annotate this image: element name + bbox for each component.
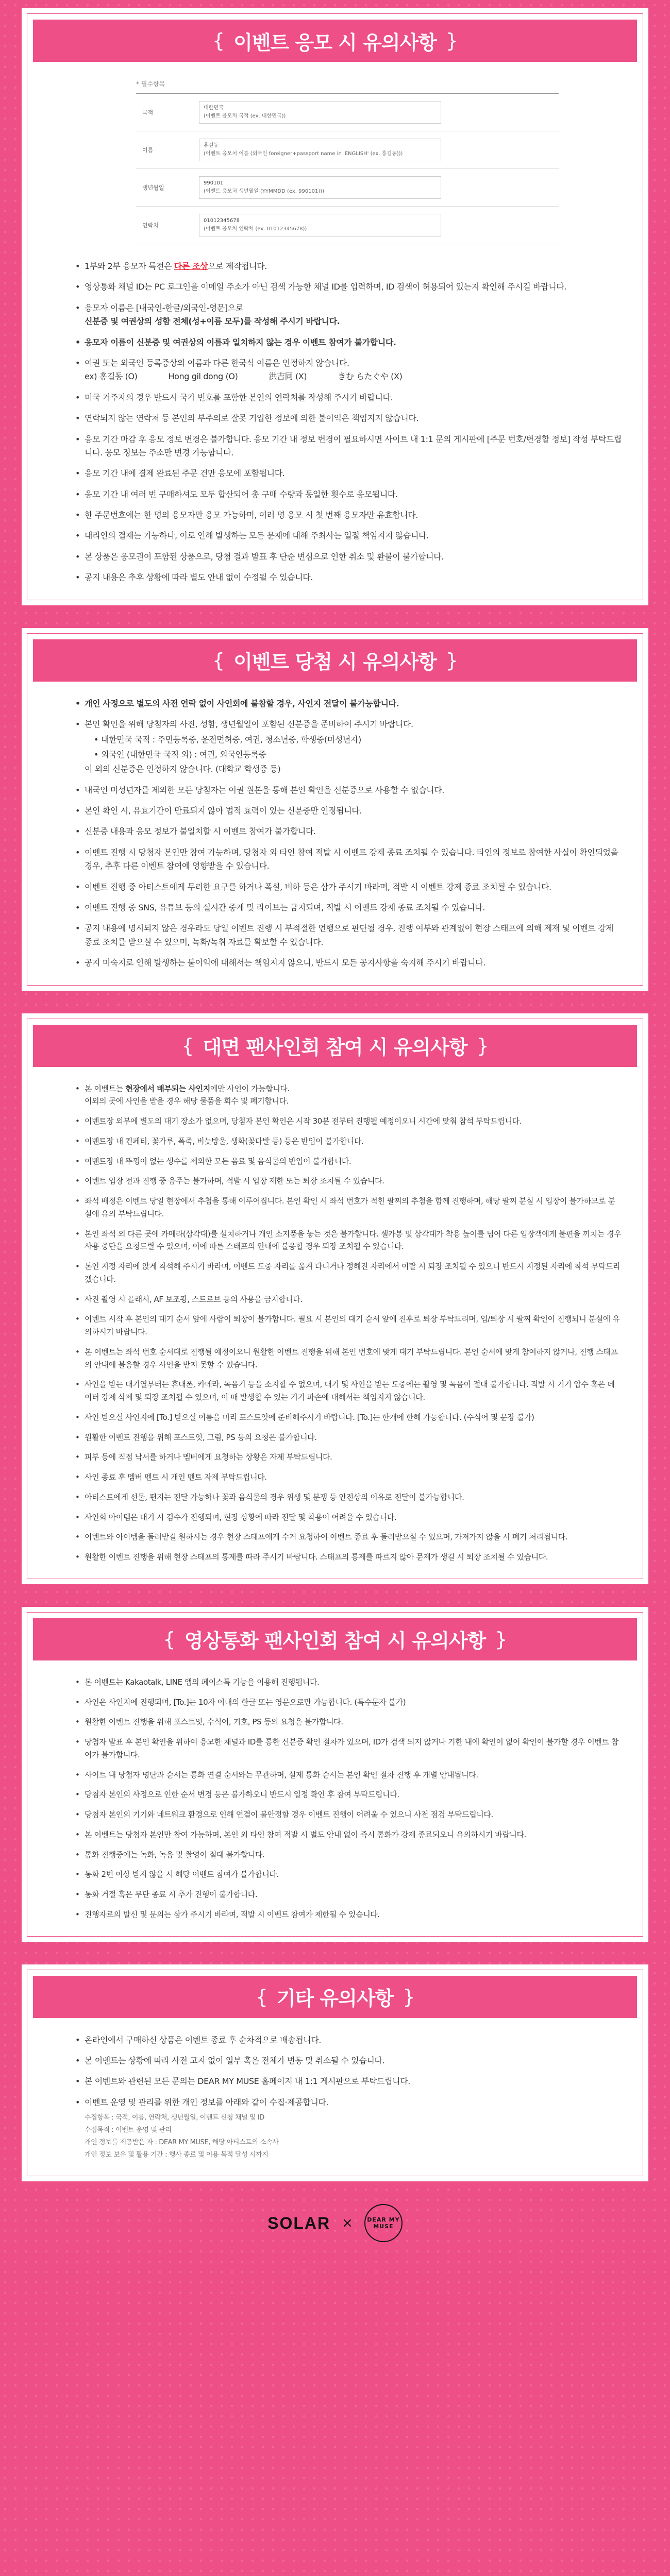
list-item: • 이벤트 진행 중 아티스트에게 무리한 요구를 하거나 폭설, 비하 등은 삼가 주시기 바라며, 적발 시 이벤트 강제 종료 조치될 수 있습니다. <box>74 880 622 894</box>
form-field-value: 990101 <box>204 180 224 186</box>
list-item: • 본 이벤트는 상황에 따라 사전 고지 없이 일부 혹은 전체가 변동 및 취소될 수 있습니다. <box>74 2054 622 2067</box>
brace-close: } <box>445 649 458 672</box>
section-title-text: 이벤트 응모 시 유의사항 <box>233 31 437 54</box>
list-item: • 통화 거절 혹은 무단 종료 시 추가 진행이 불가합니다. <box>74 1888 622 1901</box>
list-item: • 피부 등에 직접 낙서를 하거나 멤버에게 요청하는 상황은 자제 부탁드립니다. <box>74 1451 622 1464</box>
list-item: • 통화 2번 이상 받지 않을 시 해당 이벤트 참여가 불가합니다. <box>74 1868 622 1881</box>
list-item: • 사진 촬영 시 플래시, AF 보조광, 스트로브 등의 사용을 금지합니다. <box>74 1293 622 1306</box>
sub-item: • 외국인 (대한민국 국적 외) : 여권, 외국인등록증 <box>93 748 622 761</box>
brace-open: { <box>212 649 225 672</box>
list-item: • 본인 지정 자리에 앉게 착석해 주시기 바라며, 이벤트 도중 자리를 옮겨 다니거나 정해진 자리에서 이탈 시 퇴장 조치될 수 있으니 반드시 지정된 자리에 착석 부탁드리겠습니다. <box>74 1260 622 1286</box>
list-item: • 본 이벤트는 좌석 번호 순서대로 진행될 예정이오니 원활한 이벤트 진행을 위해 본인 번호에 맞게 대기 부탁드립니다. 본인 순서에 맞게 참여하지 않거나, 진행 스태프의 안내에 불응할 경우 사인을 받지 못할 수 있습니다. <box>74 1346 622 1371</box>
sample-form <box>33 77 637 260</box>
brace-open: { <box>181 1034 194 1057</box>
list-item: • 대리인의 결제는 가능하나, 이로 인해 발생하는 모든 문제에 대해 주최사는 일절 책임지지 않습니다. <box>74 529 622 543</box>
list-item: • 신분증 내용과 응모 정보가 불일치할 시 이벤트 참여가 불가합니다. <box>74 825 622 838</box>
list-item: • 당첨자 본인의 사정으로 인한 순서 변경 등은 불가하오니 반드시 일정 확인 후 참여 부탁드립니다. <box>74 1788 622 1801</box>
brace-close: } <box>495 1628 507 1651</box>
list-item: • 미국 거주자의 경우 반드시 국가 번호를 포함한 본인의 연락처를 작성해 주시기 바랍니다. <box>74 391 622 404</box>
form-field-hint: (이벤트 응모처 국적 (ex. 대한민국)) <box>204 113 286 119</box>
list-item: • 진행자로의 발신 및 문의는 삼가 주시기 바라며, 적발 시 이벤트 참여가 제한될 수 있습니다. <box>74 1908 622 1921</box>
list-item: • 원활한 이벤트 진행을 위해 포스트잇, 수식어, 기호, PS 등의 요청은 불가합니다. <box>74 1716 622 1728</box>
notes-list <box>33 2033 637 2161</box>
text: 본 이벤트는 <box>85 1083 126 1093</box>
list-item: • 이벤트 진행 시 당첨자 본인만 참여 가능하며, 당첨자 외 타인 참여 적발 시 이벤트 강제 종료 조치될 수 있습니다. 타인의 정보로 참여한 사실이 확인되었을 경우, 추후 다른 이벤트 참여에 영향받을 수 있습니다. <box>74 846 622 873</box>
highlight-text: 다른 조상 <box>174 261 208 271</box>
list-item <box>74 2096 622 2161</box>
brace-close: } <box>445 29 458 52</box>
form-field <box>199 101 441 124</box>
list-item <box>74 260 622 273</box>
list-item: • 응모 기간 내 여러 번 구매하셔도 모두 합산되어 총 구매 수량과 동일한 횟수로 응모됩니다. <box>74 488 622 501</box>
list-item: • 사인 종료 후 멤버 멘트 시 개인 멘트 자제 부탁드립니다. <box>74 1471 622 1484</box>
list-item: • 응모 기간 내에 결제 완료된 주문 건만 응모에 포함됩니다. <box>74 467 622 480</box>
list-item: • 본 상품은 응모권이 포함된 상품으로, 당첨 결과 발표 후 단순 변심으로 인한 취소 및 환불이 불가합니다. <box>74 550 622 564</box>
form-row-birthdate <box>136 169 559 207</box>
list-item: • 본인 확인 시, 유효기간이 만료되지 않아 법적 효력이 있는 신분증만 인정됩니다. <box>74 804 622 818</box>
form-field-hint: (이벤트 응모처 연락처 (ex. 01012345678)) <box>204 226 307 232</box>
text: 이 외의 신분증은 인정하지 않습니다. (대학교 학생증 등) <box>85 764 281 774</box>
text: 이벤트 운영 및 관리를 위한 개인 정보를 아래와 같이 수집·제공합니다. <box>85 2097 329 2107</box>
brace-open: { <box>212 29 225 52</box>
form-field-hint: (이벤트 응모처 이름 (외국인 foreigner+passport name in 'ENGLISH' (ex. 홍길동))) <box>204 151 403 157</box>
brace-open: { <box>163 1628 175 1651</box>
list-item: • 이벤트 진행 중 SNS, 유튜브 등의 실시간 중계 및 라이브는 금지되며, 적발 시 이벤트 강제 종료 조치될 수 있습니다. <box>74 901 622 914</box>
privacy-line: 개인 정보 보유 및 활용 기간 : 행사 종료 및 이용 목적 달성 시까지 <box>85 2151 269 2159</box>
example: 洪吉同 (X) <box>269 371 307 382</box>
section-title <box>33 20 637 62</box>
brace-open: { <box>255 1985 267 2008</box>
section-title-text: 대면 팬사인회 참여 시 유의사항 <box>203 1036 467 1059</box>
list-item: • 당첨자 발표 후 본인 확인을 위하여 응모한 채널과 ID를 통한 신분증 확인 절차가 있으며, ID가 검색 되지 않거나 기한 내에 확인이 없어 확인이 불가할 경우 이벤트 참여가 불가합니다. <box>74 1736 622 1761</box>
notes-list <box>33 1082 637 1564</box>
brace-close: } <box>476 1034 489 1057</box>
text: 본인 확인을 위해 당첨자의 사진, 성함, 생년월일이 포함된 신분증을 준비하여 주시기 바랍니다. <box>85 719 413 730</box>
bold-text: 현장에서 배부되는 사인지 <box>125 1083 210 1093</box>
form-field <box>199 176 441 199</box>
section-title-text: 기타 유의사항 <box>276 1987 394 2010</box>
entry-notice-section <box>22 8 648 605</box>
list-item: • 본 이벤트는 Kakaotalk, LINE 앱의 페이스톡 기능을 이용해 진행됩니다. <box>74 1676 622 1689</box>
list-item: • 연락되지 않는 연락처 등 본인의 부주의로 잘못 기입한 정보에 의한 불이익은 책임지지 않습니다. <box>74 412 622 425</box>
list-item: • 당첨자 본인의 기기와 네트워크 환경으로 인해 연결이 불안정할 경우 이벤트 진행이 어려울 수 있으니 사전 점검 부탁드립니다. <box>74 1808 622 1821</box>
list-item: • 이벤트장 내 컨페티, 꽃가루, 폭죽, 비눗방울, 생화(꽃다발 등) 등은 반입이 불가합니다. <box>74 1135 622 1148</box>
list-item: • 사인을 받는 대기열부터는 휴대폰, 카메라, 녹음기 등을 소지할 수 없으며, 대기 및 사인을 받는 도중에는 촬영 및 녹음이 절대 불가합니다. 적발 시 기기 압수 혹은 데이터 강제 삭제 및 퇴장 조치될 수 있으며, 이 때 발생할 수 있는 기기 파손에 대해서는 책임지지 않습니다. <box>74 1378 622 1404</box>
form-field <box>199 214 441 236</box>
form-table <box>136 93 559 244</box>
solar-logo: SOLAR <box>267 2213 331 2232</box>
list-item <box>74 1082 622 1108</box>
list-item: • 응모 기간 마감 후 응모 정보 변경은 불가합니다. 응모 기간 내 정보 변경이 필요하시면 사이트 내 1:1 문의 게시판에 [주문 번호/변경할 정보] 작성 부탁드립니다. 응모 정보는 주소만 변경 가능합니다. <box>74 433 622 460</box>
name-examples <box>85 370 622 383</box>
text: 응모자 이름은 [내국인-한글/외국인-영문]으로 <box>85 302 243 313</box>
cross-icon: × <box>342 2215 353 2231</box>
video-call-fansign-section <box>22 1607 648 1942</box>
text: 이외의 곳에 사인을 받을 경우 해당 물품을 회수 및 폐기합니다. <box>85 1096 289 1106</box>
privacy-line: 수집항목 : 국적, 이름, 연락처, 생년월일, 이벤트 신청 채널 및 ID <box>85 2114 264 2122</box>
list-item: • 이벤트 시작 후 본인의 대기 순서 앞에 사람이 퇴장이 불가합니다. 필요 시 본인의 대기 순서 앞에 진후로 퇴장 부탁드리며, 입/퇴장 시 팔찌 확인이 진행되니 분실에 유의하시기 바랍니다. <box>74 1313 622 1338</box>
section-title <box>33 1618 637 1660</box>
list-item <box>74 301 622 329</box>
list-item: • 공지 미숙지로 인해 발생하는 불이익에 대해서는 책임지지 않으니, 반드시 모든 공지사항을 숙지해 주시기 바랍니다. <box>74 956 622 970</box>
form-row-name <box>136 131 559 169</box>
bold-text: 신분증 및 여권상의 성함 전체(성+이름 모두)를 작성해 주시기 바랍니다. <box>85 316 340 327</box>
brace-close: } <box>403 1985 415 2008</box>
form-row-contact <box>136 207 559 244</box>
list-item: • 공지 내용은 추후 상황에 따라 별도 안내 없이 수정될 수 있습니다. <box>74 571 622 584</box>
section-title <box>33 1025 637 1067</box>
list-item <box>74 718 622 776</box>
form-field-hint: (이벤트 응모처 생년월일 (YYMMDD (ex. 990101))) <box>204 189 325 194</box>
winner-notice-section <box>22 628 648 991</box>
text: 1부와 2부 응모자 특전은 <box>85 261 174 271</box>
form-field-value: 01012345678 <box>204 218 240 224</box>
list-item: • 좌석 배정은 이벤트 당일 현장에서 추첨을 통해 이루어집니다. 본인 확인 시 좌석 번호가 적힌 팔찌의 추첨을 함께 진행하며, 해당 팔찌 분실 시 입장이 불가하므로 분실에 유의 부탁드립니다. <box>74 1195 622 1221</box>
text: 여권 또는 외국인 등록증상의 이름과 다른 한국식 이름은 인정하지 않습니다. <box>85 358 349 368</box>
dear-my-muse-logo: DEAR MY MUSE <box>364 2204 403 2242</box>
list-item: • 사인 받으실 사인지에 [To.] 받으실 이름을 미리 포스트잇에 준비해주시기 바랍니다. [To.]는 한개에 한해 가능합니다. (수식어 및 문장 불가) <box>74 1411 622 1424</box>
example: きむ らたぐや (X) <box>338 371 403 382</box>
list-item: • 이벤트장 외부에 별도의 대기 장소가 없으며, 당첨자 본인 확인은 시작 30분 전부터 진행될 예정이오니 시간에 맞춰 참석 부탁드립니다. <box>74 1115 622 1128</box>
example: Hong gil dong (O) <box>168 371 238 382</box>
form-label: 생년월일 <box>136 169 193 207</box>
list-item: • 한 주문번호에는 한 명의 응모자만 응모 가능하며, 여러 명 응모 시 첫 번째 응모자만 유효합니다. <box>74 509 622 522</box>
privacy-details <box>85 2112 622 2161</box>
list-item: • 사인은 사인지에 진행되며, [To.]는 10자 이내의 한글 또는 영문으로만 가능합니다. (특수문자 불가) <box>74 1696 622 1709</box>
section-title-text: 이벤트 당첨 시 유의사항 <box>233 651 437 674</box>
list-item: • 이벤트와 아이템을 돌려받길 원하시는 경우 현장 스태프에게 수거 요청하여 이벤트 종료 후 돌려받으실 수 있으며, 가져가지 않을 시 폐기 처리됩니다. <box>74 1531 622 1544</box>
text: 으로 제작됩니다. <box>208 261 267 271</box>
list-item: • 본 이벤트와 관련된 모든 문의는 DEAR MY MUSE 홈페이지 내 1:1 게시판으로 부탁드립니다. <box>74 2075 622 2088</box>
section-title <box>33 1976 637 2018</box>
text: 에만 사인이 가능합니다. <box>210 1083 290 1093</box>
form-row-nationality <box>136 94 559 131</box>
list-item: • 원활한 이벤트 진행을 위해 포스트잇, 그림, PS 등의 요청은 불가합니다. <box>74 1431 622 1444</box>
list-item: • 영상통화 채널 ID는 PC 로그인을 이메일 주소가 아닌 검색 가능한 채널 ID를 입력하며, ID 검색이 허용되어 있는지 확인해 주시길 바랍니다. <box>74 280 622 294</box>
form-label: 연락처 <box>136 207 193 244</box>
list-item: • 이벤트장 내 뚜껑이 없는 생수를 제외한 모든 음료 및 음식물의 반입이 불가합니다. <box>74 1155 622 1168</box>
notes-list <box>33 260 637 585</box>
list-item: • 사인회 아이템은 대기 시 검수가 진행되며, 현장 상황에 따라 전달 및 착용이 어려울 수 있습니다. <box>74 1511 622 1524</box>
list-item: • 본 이벤트는 당첨자 본인만 참여 가능하며, 본인 외 타인 참여 적발 시 별도 안내 없이 즉시 통화가 강제 종료되오니 유의하시기 바랍니다. <box>74 1828 622 1841</box>
form-label: 이름 <box>136 131 193 169</box>
notes-list <box>33 697 637 970</box>
list-item <box>74 357 622 384</box>
list-item: • 응모자 이름이 신분증 및 여권상의 이름과 일치하지 않는 경우 이벤트 참여가 불가합니다. <box>74 336 622 349</box>
notes-list <box>33 1676 637 1921</box>
list-item: • 아티스트에게 선물, 편지는 전달 가능하나 꽃과 음식물의 경우 위생 및 분쟁 등 안전상의 이유로 전달이 불가능합니다. <box>74 1491 622 1504</box>
offline-fansign-section <box>22 1013 648 1584</box>
list-item: • 원활한 이벤트 진행을 위해 현장 스태프의 통제를 따라 주시기 바랍니다. 스태프의 통제를 따르지 않아 문제가 생길 시 퇴장 조치될 수 있습니다. <box>74 1551 622 1564</box>
form-field-value: 홍길동 <box>204 143 219 148</box>
form-label: 국적 <box>136 94 193 131</box>
sub-item: • 대한민국 국적 : 주민등록증, 운전면허증, 여권, 청소년증, 학생증(미성년자) <box>93 733 622 747</box>
section-title <box>33 639 637 682</box>
form-caption: * 필수항목 <box>136 80 165 88</box>
list-item: • 통화 진행중에는 녹화, 녹음 및 촬영이 절대 불가합니다. <box>74 1849 622 1861</box>
list-item: • 사이트 내 당첨자 명단과 순서는 통화 연결 순서와는 무관하며, 실제 통화 순서는 본인 확인 절차 진행 후 개별 안내됩니다. <box>74 1769 622 1782</box>
list-item: • 이벤트 입장 전과 진행 중 음주는 불가하며, 적발 시 입장 제한 또는 퇴장 조치될 수 있습니다. <box>74 1175 622 1188</box>
form-field-value: 대한민국 <box>204 105 224 111</box>
list-item: • 내국인 미성년자를 제외한 모든 당첨자는 여권 원본을 통해 본인 확인을 신분증으로 사용할 수 없습니다. <box>74 784 622 797</box>
privacy-line: 수집목적 : 이벤트 운영 및 관리 <box>85 2126 172 2134</box>
example: ex) 홍길동 (O) <box>85 371 138 382</box>
list-item: • 개인 사정으로 별도의 사전 연락 없이 사인회에 불참할 경우, 사인지 전달이 불가능합니다. <box>74 697 622 710</box>
footer-logos <box>0 2204 670 2242</box>
section-title-text: 영상통화 팬사인회 참여 시 유의사항 <box>184 1630 486 1653</box>
other-notice-section <box>22 1964 648 2182</box>
list-item: • 공지 내용에 명시되지 않은 경우라도 당일 이벤트 진행 시 부적절한 언행으로 판단될 경우, 진행 여부와 관계없이 현장 스태프에 의해 제재 및 이벤트 강제 종료 조치를 받으실 수 있으며, 녹화/녹취 자료를 확보할 수 있습니다. <box>74 922 622 949</box>
id-sublist <box>85 733 622 761</box>
privacy-line: 개인 정보를 제공받은 자 : DEAR MY MUSE, 해당 아티스트의 소속사 <box>85 2139 279 2147</box>
list-item: • 온라인에서 구매하신 상품은 이벤트 종료 후 순차적으로 배송됩니다. <box>74 2033 622 2047</box>
form-field <box>199 139 441 161</box>
list-item: • 본인 좌석 외 다른 곳에 카메라(삼각대)를 설치하거나 개인 소지품을 놓는 것은 불가합니다. 셀카봉 및 삼각대가 착용 높이를 넘어 다른 입장객에게 불편을 끼치는 경우 사용 중단을 요청드릴 수 있으며, 이에 따른 스태프의 안내에 불응할 경우 퇴장 조치될 수 있습니다. <box>74 1228 622 1253</box>
